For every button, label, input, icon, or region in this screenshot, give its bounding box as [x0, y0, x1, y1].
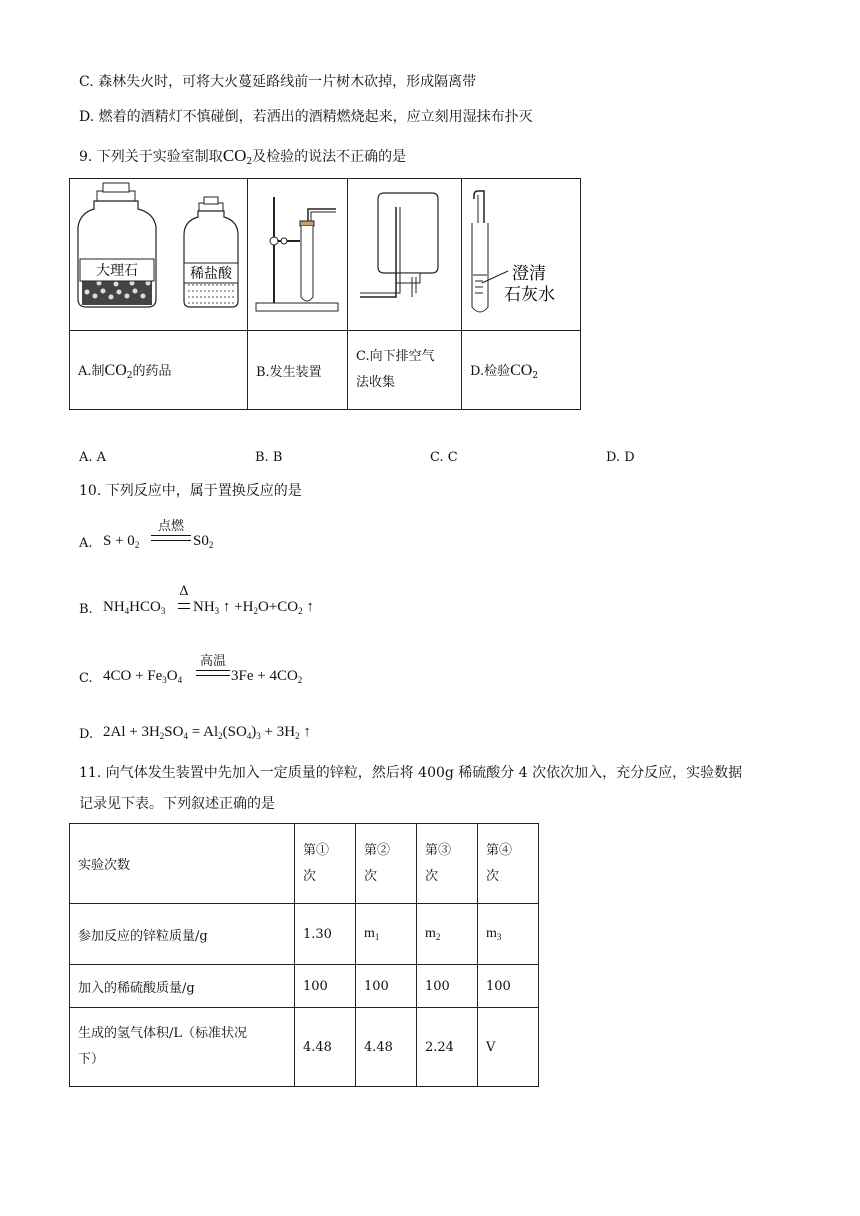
table-cell: 100 — [295, 965, 356, 1008]
q10-equation-b: $NH_4HCO_3$ — [103, 599, 166, 616]
table-row — [70, 904, 539, 965]
table-cell: 100 — [417, 965, 478, 1008]
table-row — [70, 965, 539, 1008]
reaction-equals-sign — [151, 535, 191, 541]
q10-option-d-label[interactable]: D. — [79, 727, 94, 742]
table-cell: $m_3$ — [478, 904, 539, 965]
q9-apparatus-table — [69, 178, 581, 410]
q10-option-c-label[interactable]: C. — [79, 671, 93, 686]
header-experiment-count: 实验次数 — [70, 824, 295, 904]
generator-apparatus-image — [248, 179, 348, 331]
row-label-acid-mass: 加入的稀硫酸质量/g — [70, 965, 295, 1008]
limewater-test-image — [462, 179, 581, 331]
caption-d: D.检验$CO_2$ — [462, 331, 581, 410]
header-trial-3: 第③ 次 — [417, 824, 478, 904]
table-cell: 4.48 — [356, 1008, 417, 1087]
q11-stem-line2: 记录见下表。下列叙述正确的是 — [79, 796, 275, 812]
header-trial-1: 第① 次 — [295, 824, 356, 904]
table-cell: 100 — [478, 965, 539, 1008]
svg-text:稀盐酸: 稀盐酸 — [190, 265, 232, 281]
option-d-q8: D. 燃着的酒精灯不慎碰倒，若洒出的酒精燃烧起来，应立刻用湿抹布扑灭 — [79, 109, 533, 125]
q10-equation-c: $4CO + Fe_3O_4$ — [103, 668, 183, 685]
q11-data-table — [69, 823, 539, 1087]
q9-answer-c[interactable]: C. C — [430, 450, 458, 465]
row-label-hydrogen-volume: 生成的氢气体积/L（标准状况 下） — [70, 1008, 295, 1087]
q10-equation-d: $2Al + 3H_2SO_4 = Al_2(SO_4)_3 + 3H_2$ ↑ — [103, 724, 311, 741]
reagent-bottles-image — [70, 179, 248, 331]
collection-apparatus-image — [348, 179, 462, 331]
header-trial-2: 第② 次 — [356, 824, 417, 904]
caption-c: C.向下排空气 法收集 — [348, 331, 462, 410]
option-c-q8: C. 森林失火时，可将大火蔓延路线前一片树木砍掉，形成隔离带 — [79, 74, 477, 90]
header-trial-4: 第④ 次 — [478, 824, 539, 904]
svg-text:澄清: 澄清 — [512, 264, 546, 283]
condition-ignite: 点燃 — [157, 519, 184, 534]
q10-option-a-label[interactable]: A. — [79, 536, 93, 551]
q9-stem: 9. 下列关于实验室制取$CO_2$及检验的说法不正确的是 — [79, 146, 407, 167]
condition-high-temp: 高温 — [199, 654, 226, 669]
table-cell: $m_1$ — [356, 904, 417, 965]
table-cell: 2.24 — [417, 1008, 478, 1087]
q10-equation-a: $S + 0_2$ — [103, 533, 140, 550]
q10-stem: 10. 下列反应中，属于置换反应的是 — [79, 483, 302, 499]
q9-answer-a[interactable]: A. A — [79, 450, 107, 465]
caption-b: B.发生装置 — [248, 331, 348, 410]
q9-answer-d[interactable]: D. D — [606, 450, 635, 465]
q9-answer-b[interactable]: B. B — [255, 450, 283, 465]
svg-text:石灰水: 石灰水 — [504, 285, 555, 304]
table-cell: 100 — [356, 965, 417, 1008]
row-label-zinc-mass: 参加反应的锌粒质量/g — [70, 904, 295, 965]
table-cell: 1.30 — [295, 904, 356, 965]
q10-option-b-label[interactable]: B. — [79, 602, 93, 617]
svg-text:大理石: 大理石 — [96, 262, 138, 278]
condition-heat: Δ — [179, 584, 189, 599]
table-cell: 4.48 — [295, 1008, 356, 1087]
table-cell: V — [478, 1008, 539, 1087]
table-cell: $m_2$ — [417, 904, 478, 965]
q11-stem-line1: 11. 向气体发生装置中先加入一定质量的锌粒，然后将 400g 稀硫酸分 4 次依次加入，充分反应，实验数据 — [79, 765, 743, 781]
caption-a: A.制$CO_2$的药品 — [70, 331, 248, 410]
table-row — [70, 1008, 539, 1087]
